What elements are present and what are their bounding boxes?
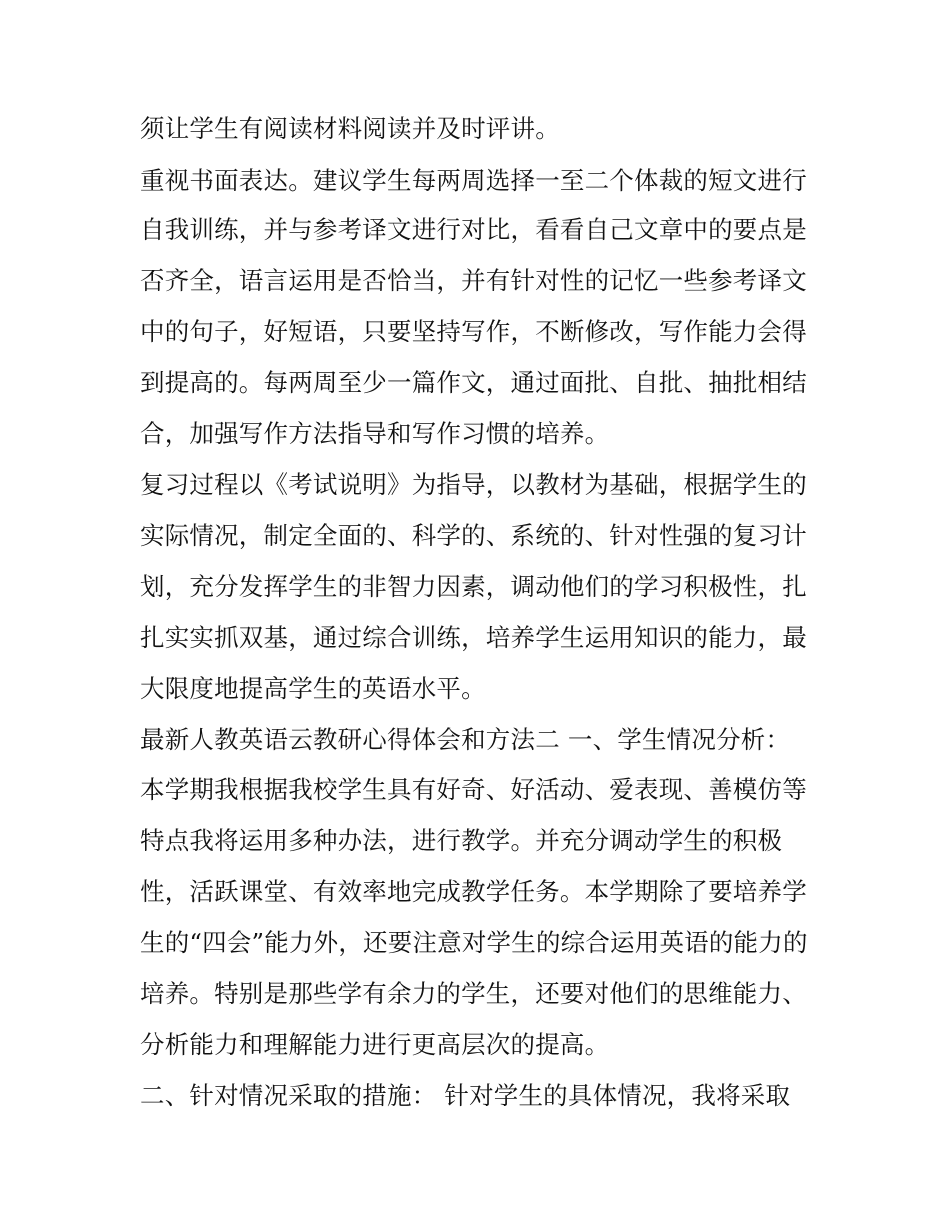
- text-line-12: 大限度地提高学生的英语水平。: [140, 674, 486, 703]
- text-line-17: 生的“四会”能力外，还要注意对学生的综合运用英语的能力的: [140, 928, 808, 957]
- text-line-14: 本学期我根据我校学生具有好奇、好活动、爱表现、善模仿等: [140, 775, 807, 804]
- text-line-13: 最新人教英语云教研心得体会和方法二 一、学生情况分析：: [140, 725, 791, 754]
- text-line-15: 特点我将运用多种办法，进行教学。并充分调动学生的积极: [140, 826, 783, 855]
- text-line-6: 到提高的。每两周至少一篇作文，通过面批、自批、抽批相结: [140, 368, 807, 397]
- text-line-8: 复习过程以《考试说明》为指导，以教材为基础，根据学生的: [140, 470, 807, 499]
- text-line-19: 分析能力和理解能力进行更高层次的提高。: [140, 1030, 610, 1059]
- text-line-16: 性，活跃课堂、有效率地完成教学任务。本学期除了要培养学: [140, 877, 807, 906]
- text-line-4: 否齐全，语言运用是否恰当，并有针对性的记忆一些参考译文: [140, 266, 807, 295]
- text-line-2: 重视书面表达。建议学生每两周选择一至二个体裁的短文进行: [140, 166, 807, 195]
- text-line-5: 中的句子，好短语，只要坚持写作，不断修改，写作能力会得: [140, 317, 807, 346]
- text-line-9: 实际情况，制定全面的、科学的、系统的、针对性强的复习计: [140, 521, 807, 550]
- text-line-20: 二、针对情况采取的措施： 针对学生的具体情况，我将采取: [140, 1081, 791, 1110]
- text-line-10: 划，充分发挥学生的非智力因素，调动他们的学习积极性，扎: [140, 572, 807, 601]
- text-line-7: 合，加强写作方法指导和写作习惯的培养。: [140, 419, 610, 448]
- text-line-1: 须让学生有阅读材料阅读并及时评讲。: [140, 114, 560, 143]
- text-line-3: 自我训练，并与参考译文进行对比，看看自己文章中的要点是: [140, 215, 807, 244]
- text-line-11: 扎实实抓双基，通过综合训练，培养学生运用知识的能力，最: [140, 623, 807, 652]
- text-line-18: 培养。特别是那些学有余力的学生，还要对他们的思维能力、: [140, 979, 807, 1008]
